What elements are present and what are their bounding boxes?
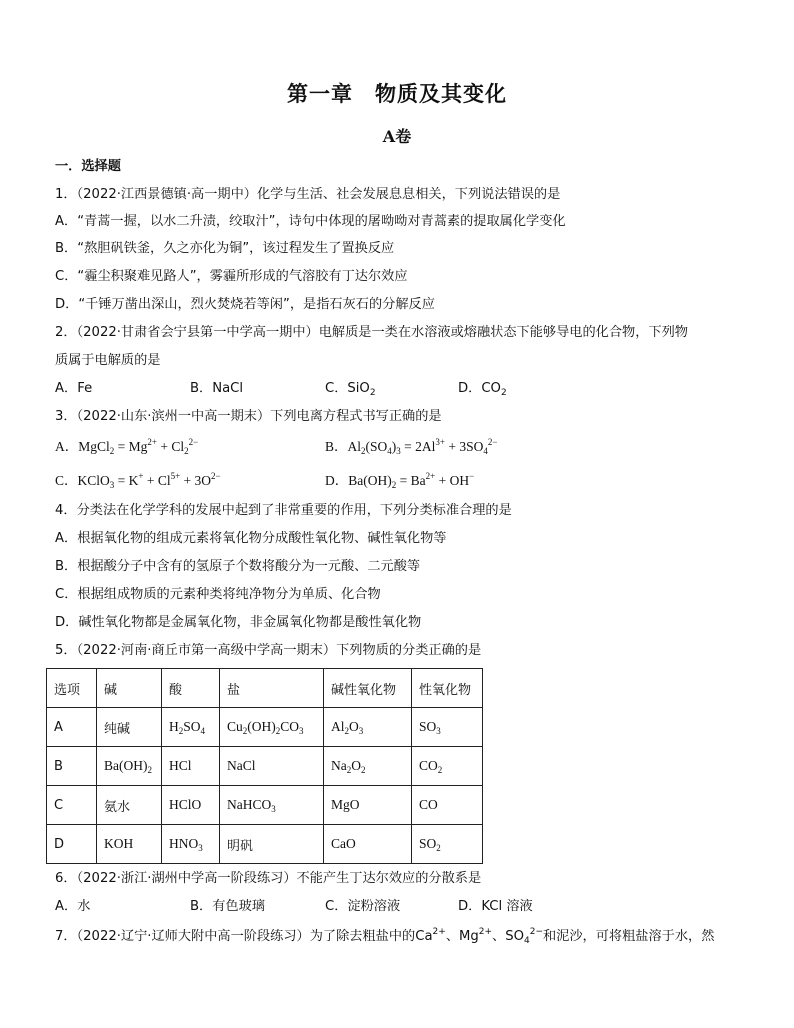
- table-row: [47, 747, 483, 786]
- q2-option-a: A．Fe: [55, 381, 93, 396]
- table-cell: $Al_2O_3$: [324, 708, 412, 747]
- q3-stem: 3．（2022·山东·滨州一中高一期末）下列电离方程式书写正确的是: [55, 409, 442, 424]
- q4-option-c: C．根据组成物质的元素种类将纯净物分为单质、化合物: [55, 587, 381, 602]
- section-subtitle: A卷: [382, 127, 412, 146]
- q4-option-d: D．碱性氧化物都是金属氧化物，非金属氧化物都是酸性氧化物: [55, 615, 422, 630]
- table-cell: B: [47, 747, 97, 786]
- q4-stem: 4．分类法在化学学科的发展中起到了非常重要的作用，下列分类标准合理的是: [55, 503, 512, 518]
- q2-stem-line1: 2．（2022·甘肃省会宁县第一中学高一期中）电解质是一类在水溶液或熔融状态下能够导电的化合物，下列物: [55, 325, 688, 340]
- table-cell: HClO: [162, 786, 220, 825]
- table-cell: KOH: [97, 825, 162, 864]
- q3-option-c: C．KClO$_3$ = $K^+ + Cl^{5+} + 3O^{2-}$: [55, 471, 221, 490]
- table-row: [47, 825, 483, 864]
- q6-option-a: A．水: [55, 899, 91, 914]
- q7-stem: 7．（2022·辽宁·辽师大附中高一阶段练习）为了除去粗盐中的$Ca^{2+}$、$Mg^{2+}$、$SO_4^{2-}$和泥沙，可将粗盐溶于水，然: [55, 927, 715, 946]
- q1-stem: 1．（2022·江西景德镇·高一期中）化学与生活、社会发展息息相关，下列说法错误的是: [55, 187, 561, 202]
- table-cell: CaO: [324, 825, 412, 864]
- table-cell: $Cu_2(OH)_2CO_3$: [220, 708, 324, 747]
- table-header-cell: 性氧化物: [412, 669, 483, 708]
- table-cell: $HNO_3$: [162, 825, 220, 864]
- table-cell: 纯碱: [97, 708, 162, 747]
- table-header-cell: 酸: [162, 669, 220, 708]
- table-cell: D: [47, 825, 97, 864]
- q5-stem: 5．（2022·河南·商丘市第一高级中学高一期末）下列物质的分类正确的是: [55, 643, 482, 658]
- table-header-cell: 盐: [220, 669, 324, 708]
- table-row: [47, 786, 483, 825]
- table-cell: HCl: [162, 747, 220, 786]
- q1-option-b: B．“熬胆矾铁釜，久之亦化为铜”，该过程发生了置换反应: [55, 241, 395, 256]
- table-header-row: [47, 669, 483, 708]
- table-header-cell: 碱性氧化物: [324, 669, 412, 708]
- table-cell: $Ba(OH)_2$: [97, 747, 162, 786]
- table-cell: 氨水: [97, 786, 162, 825]
- q6-stem: 6．（2022·浙江·湖州中学高一阶段练习）不能产生丁达尔效应的分散系是: [55, 871, 482, 886]
- table-cell: $Na_2O_2$: [324, 747, 412, 786]
- q1-option-c: C．“霾尘积聚难见路人”，雾霾所形成的气溶胶有丁达尔效应: [55, 269, 408, 284]
- table-cell: NaCl: [220, 747, 324, 786]
- q2-option-d: D．$CO_2$: [458, 381, 507, 398]
- q1-option-a: A．“青蒿一握，以水二升渍，绞取汁”，诗句中体现的屠呦呦对青蒿素的提取属化学变化: [55, 214, 566, 229]
- q3-option-d: D．$Ba(OH)_2 = Ba^{2+} + OH^-$: [325, 471, 475, 490]
- q4-option-b: B．根据酸分子中含有的氢原子个数将酸分为一元酸、二元酸等: [55, 559, 421, 574]
- q6-option-c: C．淀粉溶液: [325, 899, 401, 914]
- table-cell: C: [47, 786, 97, 825]
- table-header-cell: 选项: [47, 669, 97, 708]
- q1-option-d: D．“千锤万凿出深山，烈火焚烧若等闲”，是指石灰石的分解反应: [55, 297, 435, 312]
- table-cell: 明矾: [220, 825, 324, 864]
- table-header-cell: 碱: [97, 669, 162, 708]
- table-cell: MgO: [324, 786, 412, 825]
- table-cell: NaHCO$_3$: [220, 786, 324, 825]
- chapter-title: 第一章 物质及其变化: [287, 82, 507, 106]
- table-cell: CO: [412, 786, 483, 825]
- section-heading: 一．选择题: [55, 159, 121, 174]
- table-row: [47, 708, 483, 747]
- q2-stem-line2: 质属于电解质的是: [55, 353, 161, 368]
- q6-option-b: B．有色玻璃: [190, 899, 265, 914]
- q2-option-c: C．SiO$_2$: [325, 381, 376, 398]
- q2-option-b: B．NaCl: [190, 381, 244, 396]
- table-cell: $H_2SO_4$: [162, 708, 220, 747]
- table-cell: $SO_2$: [412, 825, 483, 864]
- table-cell: $SO_3$: [412, 708, 483, 747]
- table-cell: A: [47, 708, 97, 747]
- q4-option-a: A．根据氧化物的组成元素将氧化物分成酸性氧化物、碱性氧化物等: [55, 531, 447, 546]
- table-cell: $CO_2$: [412, 747, 483, 786]
- q6-option-d: D．KCl 溶液: [458, 899, 533, 914]
- classification-table: [46, 668, 483, 864]
- q3-option-a: A．MgCl$_2$ = $Mg^{2+} + Cl_2^{2-}$: [55, 437, 199, 456]
- q3-option-b: B．$Al_2(SO_4)_3 = 2Al^{3+} + 3SO_4^{2-}$: [325, 437, 498, 456]
